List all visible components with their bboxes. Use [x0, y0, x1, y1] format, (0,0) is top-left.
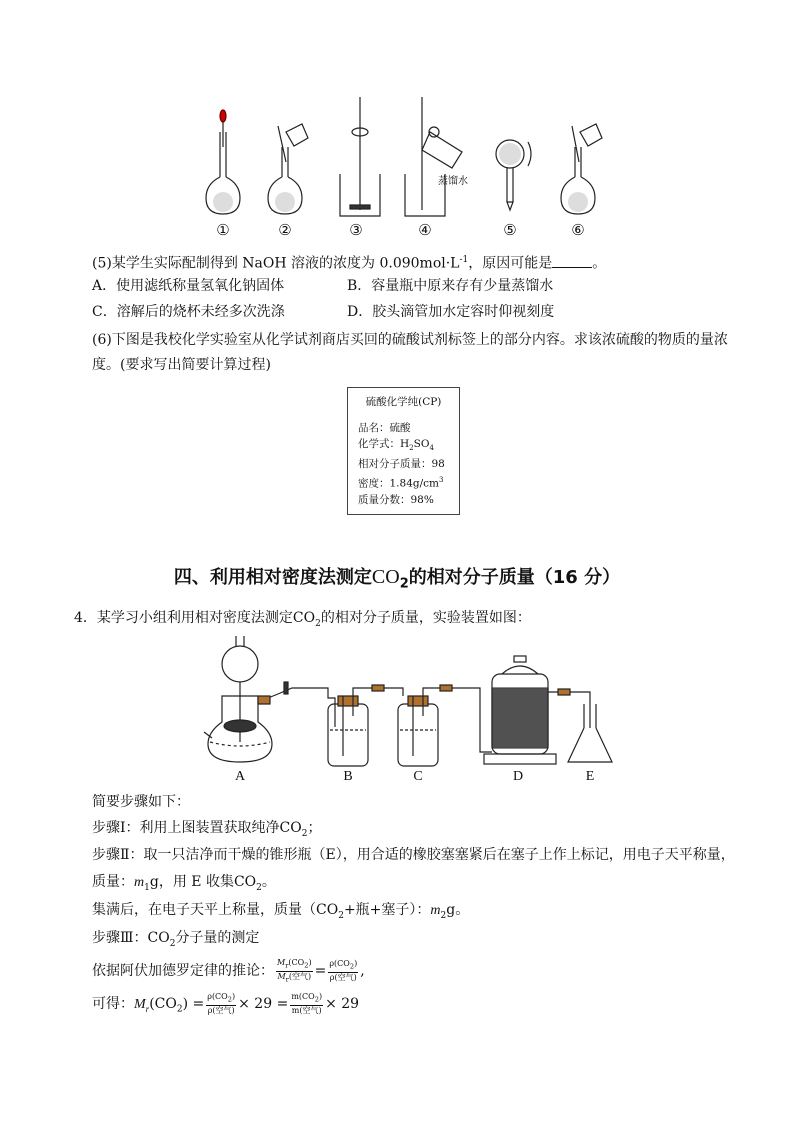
result-formula: 可得：$M_r(CO_2)$ = $\frac{\rho(CO_2)}{\text{ρ(空气)}}$ × 29 = $\frac{m(CO_2)}{\text{m(空气)}}$ × 29 — [92, 992, 360, 1015]
reagent-title: 硫酸化学纯(CP) — [365, 396, 442, 408]
option-b: B．容量瓶中原来存有少量蒸馏水 — [347, 278, 554, 294]
beaker-stirring-icon — [340, 97, 380, 216]
step-label-3: ③ — [349, 221, 363, 239]
beaker-wash-bottle-icon — [405, 97, 462, 216]
step-label-6: ⑥ — [571, 221, 585, 239]
wash-bottle-icon — [328, 696, 368, 766]
apparatus-label-e: E — [585, 769, 595, 784]
option-c: C．溶解后的烧杯未经多次洗涤 — [92, 304, 285, 320]
q6-line2: 度。(要求写出简要计算过程) — [92, 357, 271, 373]
apparatus-label-c: C — [413, 769, 423, 784]
inverted-flask-icon — [496, 140, 531, 210]
solution-preparation-figure — [190, 92, 630, 242]
step-1: 步骤Ⅰ：利用上图装置获取纯净$CO_2$； — [92, 820, 322, 839]
step-label-5: ⑤ — [503, 221, 517, 239]
step-label-2: ② — [278, 221, 292, 239]
section-title: 四、利用相对密度法测定$CO_2$的相对分子质量（16 分） — [173, 566, 621, 592]
reagent-name: 品名：硫酸 — [358, 422, 411, 434]
option-a: A．使用滤纸称量氢氧化钠固体 — [92, 278, 285, 294]
apparatus-label-a: A — [234, 769, 246, 784]
q5-stem: (5)某学生实际配制得到 NaOH 溶液的浓度为 $0.090mol\cdot L^{-1}$，原因可能是 。 — [92, 250, 606, 274]
volumetric-flask-icon — [268, 124, 308, 214]
reagent-label — [347, 387, 460, 515]
avogadro-formula: 依据阿伏加德罗定律的推论： $\frac{M_r(CO_2)}{M_r(空气)}$ = $\frac{\rho(CO_2)}{\text{ρ(空气)}}$ , — [92, 958, 365, 984]
apparatus-figure — [200, 632, 620, 787]
distilled-water-label: 蒸馏水 — [438, 176, 468, 187]
reagent-mass: 相对分子质量：98 — [358, 458, 445, 471]
volumetric-flask-icon — [561, 124, 602, 214]
steps-heading: 简要步骤如下： — [92, 794, 190, 810]
volumetric-flask-icon — [206, 110, 240, 214]
apparatus-label-d: D — [512, 769, 524, 784]
reagent-density: 密度：$1.84g/cm^3$ — [358, 476, 444, 490]
q6-line1: (6)下图是我校化学实验室从化学试剂商店买回的硫酸试剂标签上的部分内容。求该浓硫酸的物质的量浓 — [92, 332, 728, 348]
answer-blank[interactable] — [552, 253, 592, 268]
option-d: D．胶头滴管加水定容时仰视刻度 — [347, 304, 555, 320]
step-2-line-3: 集满后，在电子天平上称量，质量（$CO_2+$瓶+塞子）：$m_2g$。 — [92, 902, 470, 921]
step-3: 步骤Ⅲ：$CO_2$分子量的测定 — [92, 930, 260, 949]
step-2-line-2: 质量：$m_1g$，用 E 收集$CO_2$。 — [92, 874, 276, 893]
reagent-fraction: 质量分数：98% — [358, 493, 434, 506]
step-label-1: ① — [216, 221, 230, 239]
wash-bottle-icon — [398, 696, 438, 766]
q4-intro: 4．某学习小组利用相对密度法测定$CO_2$的相对分子质量，实验装置如图： — [74, 610, 531, 629]
kipp-generator-icon — [204, 636, 278, 762]
reagent-formula: 化学式：$H_2SO_4$ — [358, 438, 434, 453]
step-label-4: ④ — [418, 221, 432, 239]
step-2-line-1: 步骤Ⅱ：取一只洁净而干燥的锥形瓶（E），用合适的橡胶塞塞紧后在塞子上作上标记，用电子天平称量， — [92, 847, 735, 863]
apparatus-label-b: B — [343, 769, 353, 784]
